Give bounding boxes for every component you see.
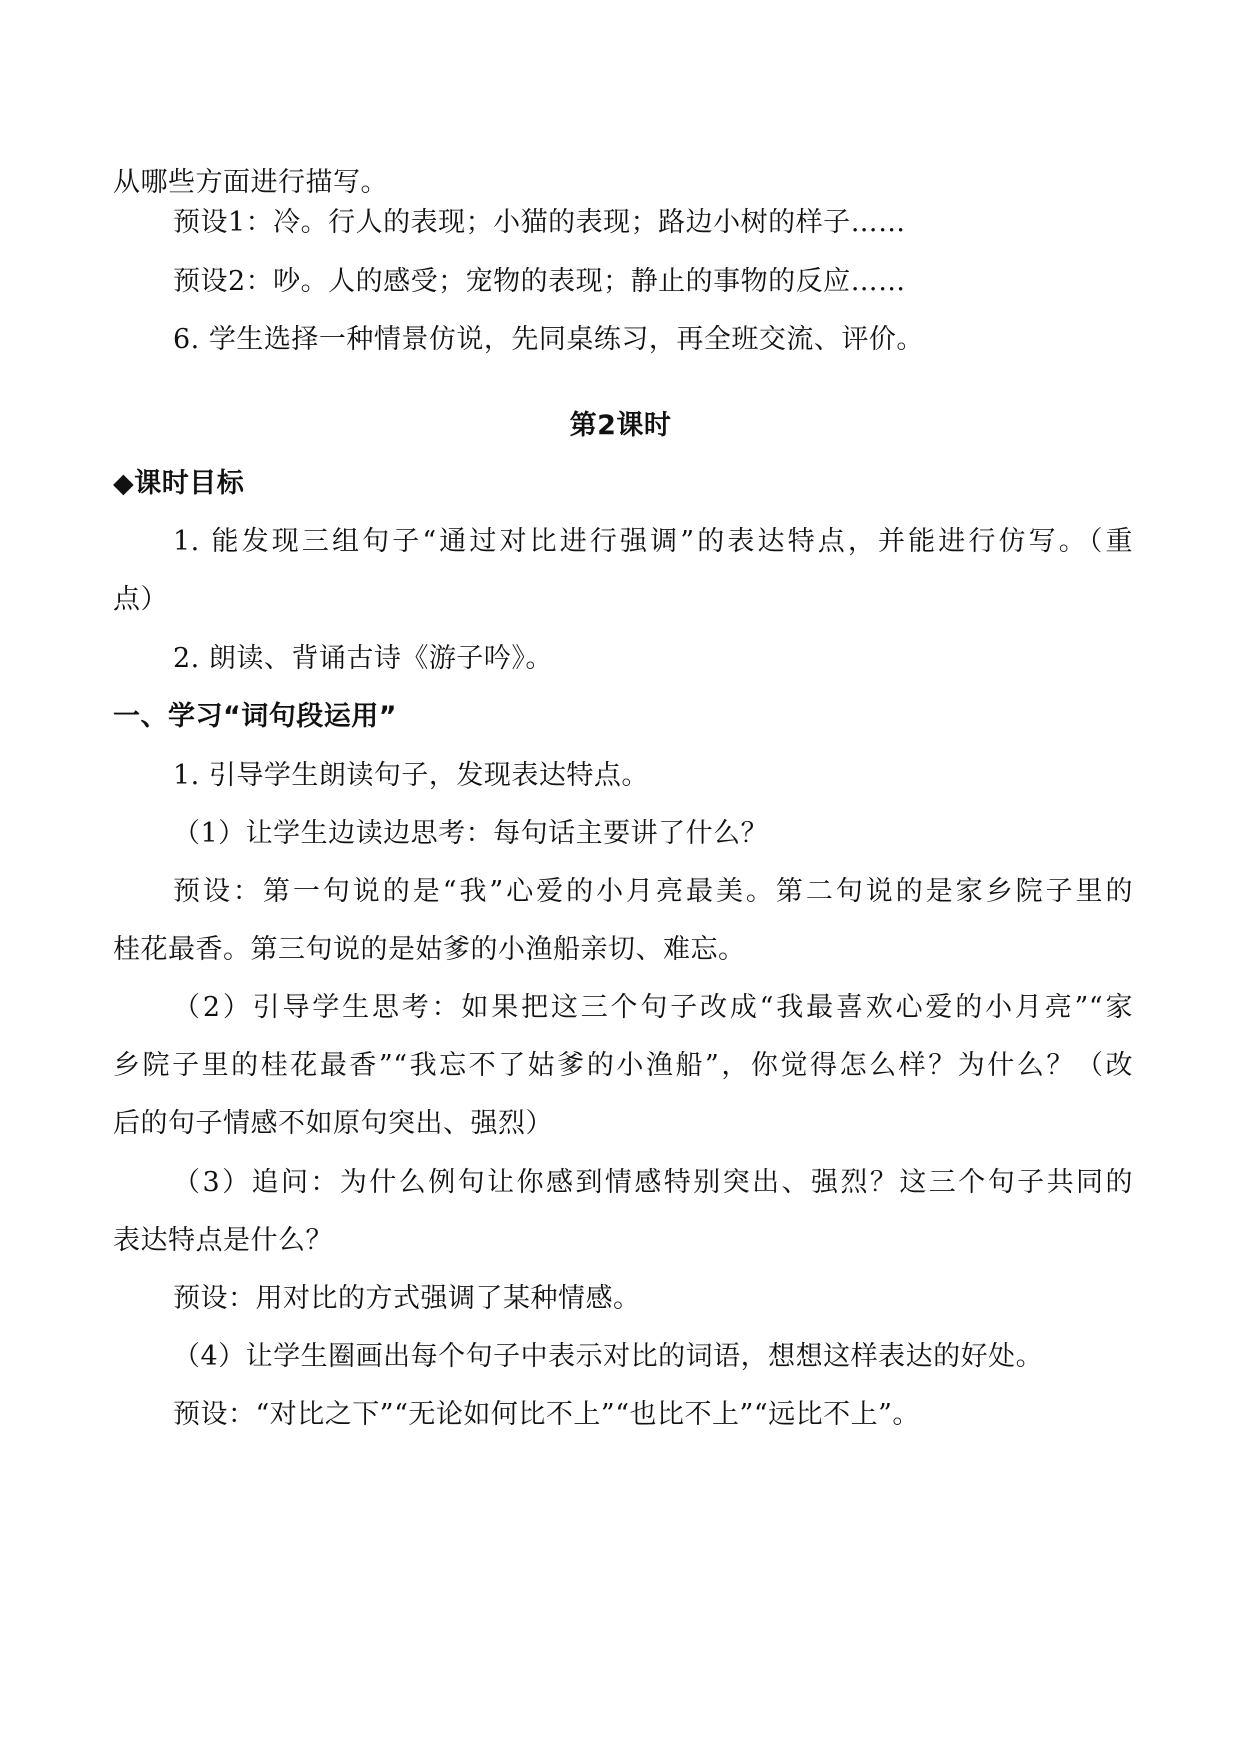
preset-line: 预设2：吵。人的感受；宠物的表现；静止的事物的反应…… <box>173 266 906 297</box>
step-line: （3）追问：为什么例句让你感到情感特别突出、强烈？这三个句子共同的 <box>173 1167 1133 1198</box>
step-line: 1. 引导学生朗读句子，发现表达特点。 <box>173 760 649 791</box>
preset-line: 预设1：冷。行人的表现；小猫的表现；路边小树的样子…… <box>173 207 906 238</box>
step-line-continued: 后的句子情感不如原句突出、强烈） <box>113 1108 553 1139</box>
preset-line: 预设：第一句说的是“我”心爱的小月亮最美。第二句说的是家乡院子里的 <box>173 876 1133 907</box>
step-line: （4）让学生圈画出每个句子中表示对比的词语，想想这样表达的好处。 <box>173 1341 1044 1372</box>
section-heading: 一、学习“词句段运用” <box>113 701 397 732</box>
step-line: （2）引导学生思考：如果把这三个句子改成“我最喜欢心爱的小月亮”“家 <box>173 992 1133 1023</box>
goal-line: 1. 能发现三组句子“通过对比进行强调”的表达特点，并能进行仿写。（重 <box>173 526 1133 557</box>
preset-line: 预设：用对比的方式强调了某种情感。 <box>173 1283 641 1314</box>
step-line-continued: 乡院子里的桂花最香”“我忘不了姑爹的小渔船”，你觉得怎么样？为什么？（改 <box>113 1050 1133 1081</box>
preset-line-continued: 桂花最香。第三句说的是姑爹的小渔船亲切、难忘。 <box>113 934 746 965</box>
section-heading: ◆课时目标 <box>113 468 245 499</box>
step-line-continued: 表达特点是什么？ <box>113 1225 333 1256</box>
preset-line: 预设：“对比之下”“无论如何比不上”“也比不上”“远比不上”。 <box>173 1399 920 1430</box>
step-line: 6. 学生选择一种情景仿说，先同桌练习，再全班交流、评价。 <box>173 324 924 355</box>
lesson-title: 第2课时 <box>569 410 672 441</box>
paragraph-line: 从哪些方面进行描写。 <box>113 167 388 198</box>
step-line: （1）让学生边读边思考：每句话主要讲了什么？ <box>173 818 769 849</box>
goal-line-continued: 点） <box>113 584 168 615</box>
goal-line: 2. 朗读、背诵古诗《游子吟》。 <box>173 643 553 674</box>
